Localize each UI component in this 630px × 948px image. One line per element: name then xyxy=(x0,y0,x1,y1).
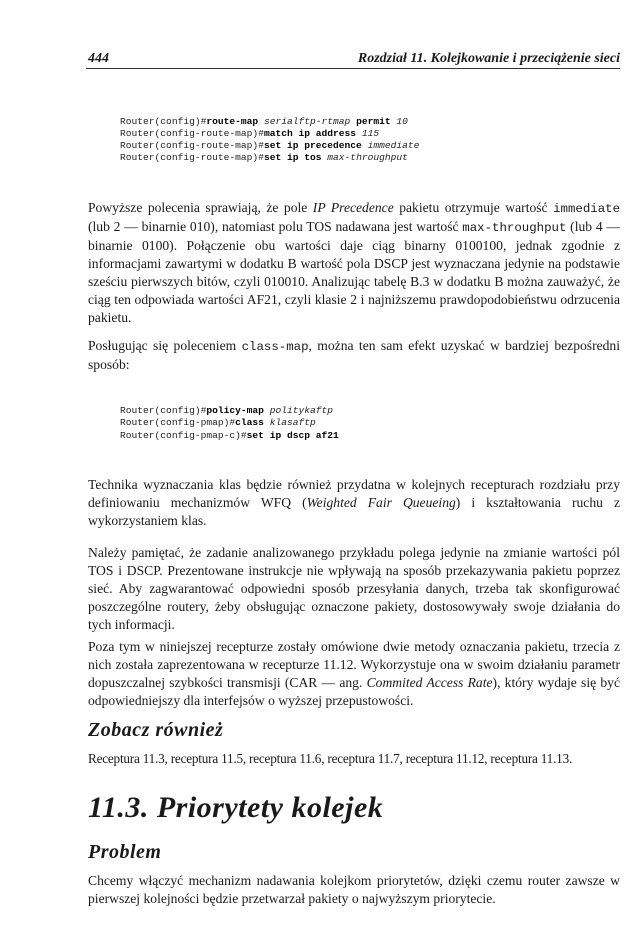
code-cmd: set ip tos xyxy=(263,152,328,164)
code-prompt: Router(config-pmap)# xyxy=(120,417,236,429)
italic-term: IP Precedence xyxy=(312,200,394,216)
text-run: Posługując się poleceniem xyxy=(88,338,242,354)
code-arg2: 10 xyxy=(396,115,408,127)
header-rule xyxy=(86,68,620,69)
text-run: Poza tym w niniejszej recepturze zostały omówione dwie metody oznaczania pakietu, trzecia z nich została zaprezentowana w recepturze 11.12. Wykorzystuje ona w swoim działaniu parametr dopuszczalnej szybkości transmisji (CAR — ang. xyxy=(88,639,620,691)
code-cmd: class xyxy=(235,417,270,429)
code-block-policy-map xyxy=(120,380,620,466)
code-cmd: route-map xyxy=(206,115,264,127)
code-arg: immediate xyxy=(367,140,420,152)
code-arg: 115 xyxy=(361,127,380,139)
text-run: Technika wyznaczania klas będzie również przydatna w kolejnych recepturach rozdziału przy definiowaniu mechanizmów WFQ ( xyxy=(88,477,620,511)
code-line xyxy=(120,128,620,140)
section-title: 11.3. Priorytety kolejek xyxy=(88,791,384,825)
code-lines xyxy=(120,405,620,442)
code-line xyxy=(120,405,620,417)
code-cmd2: permit xyxy=(356,115,397,127)
code-prompt: Router(config-pmap-c)# xyxy=(120,429,247,441)
text-run: Należy pamiętać, że zadanie analizowanego przykładu polega jedynie na zmianie wartości pól TOS i DSCP. Prezentowane instrukcje nie wpływają na sposób przekazywania pakietu poprzez sieć. Aby zagwarantować odpowiedni sposób przesyłania danych, trzeba tak skonfigurować poszczególne routery, żeby obsługując oznaczone pakiety, dostosowywały swoje działania do tych informacji. xyxy=(88,545,620,633)
see-also-heading: Zobacz również xyxy=(88,719,224,742)
inline-code: max-throughput xyxy=(462,221,567,236)
italic-term: Commited Access Rate xyxy=(366,675,493,691)
code-line xyxy=(120,116,620,128)
see-also-references: Receptura 11.3, receptura 11.5, receptura 11.6, receptura 11.7, receptura 11.12, receptura 11.13. xyxy=(88,751,573,767)
page-number: 444 xyxy=(88,51,109,66)
code-cmd: set ip precedence xyxy=(263,140,368,152)
code-cmd: policy-map xyxy=(206,404,270,416)
inline-code: class-map xyxy=(241,340,309,355)
paragraph-remember xyxy=(88,544,620,634)
code-block-route-map xyxy=(120,91,620,189)
code-arg: max-throughput xyxy=(327,152,408,164)
text-run: pakietu otrzymuje wartość xyxy=(393,200,554,216)
text-run: ), który wydaje się być odpowiedniejszy dla interfejsów o wyższej przepustowości. xyxy=(88,675,620,709)
paragraph-other-methods xyxy=(88,638,620,710)
problem-heading: Problem xyxy=(88,841,162,864)
page-header xyxy=(88,50,620,68)
code-prompt: Router(config-route-map)# xyxy=(120,140,264,152)
running-header: Rozdział 11. Kolejkowanie i przeciążenie sieci xyxy=(357,51,620,66)
code-prompt: Router(config-route-map)# xyxy=(120,152,264,164)
paragraph-technique xyxy=(88,476,620,530)
code-prompt: Router(config)# xyxy=(120,404,207,416)
text-run: ) i kształtowania ruchu z wykorzystaniem klas. xyxy=(88,495,620,529)
code-arg: serialftp-rtmap xyxy=(263,115,357,127)
text-run: (lub 4 — binarnie 0100). Połączenie obu wartości daje ciąg binarny 0100100, jednak zgodnie z informacjami zawartymi w dodatku B wartość pola DSCP jest wyznaczana jedynie na podstawie sześciu pierwszych bitów, czyli 010010. Analizując tabelę B.3 w dodatku B można zauważyć, że ciąg ten odpowiada wartości AF21, czyli klasie 2 i najniższemu prawdopodobieństwu odrzucenia pakietu. xyxy=(88,219,620,326)
code-lines xyxy=(120,116,620,165)
code-cmd: match ip address xyxy=(263,127,362,139)
code-arg: politykaftp xyxy=(269,404,334,416)
paragraph-ip-precedence xyxy=(88,199,620,327)
paragraph-problem xyxy=(88,872,620,908)
code-line xyxy=(120,152,620,164)
paragraph-class-map xyxy=(88,337,620,374)
code-prompt: Router(config-route-map)# xyxy=(120,127,264,139)
text-run: Powyższe polecenia sprawiają, że pole xyxy=(88,200,313,216)
code-prompt: Router(config)# xyxy=(120,115,207,127)
text-run: (lub 2 — binarnie 010), natomiast polu TOS nadawana jest wartość xyxy=(88,219,463,235)
inline-code: immediate xyxy=(553,202,620,217)
code-line xyxy=(120,430,620,442)
code-cmd: set ip dscp af21 xyxy=(246,429,339,441)
text-run: Chcemy włączyć mechanizm nadawania kolejkom priorytetów, dzięki czemu router zawsze w pierwszej kolejności będzie przetwarzał pakiety o najwyższym priorytecie. xyxy=(88,873,620,907)
code-arg: klasaftp xyxy=(269,417,316,429)
text-run: , można ten sam efekt uzyskać w bardziej bezpośredni sposób: xyxy=(88,338,621,373)
italic-term: Weighted Fair Queueing xyxy=(306,495,456,511)
code-line xyxy=(120,140,620,152)
code-line xyxy=(120,417,620,429)
